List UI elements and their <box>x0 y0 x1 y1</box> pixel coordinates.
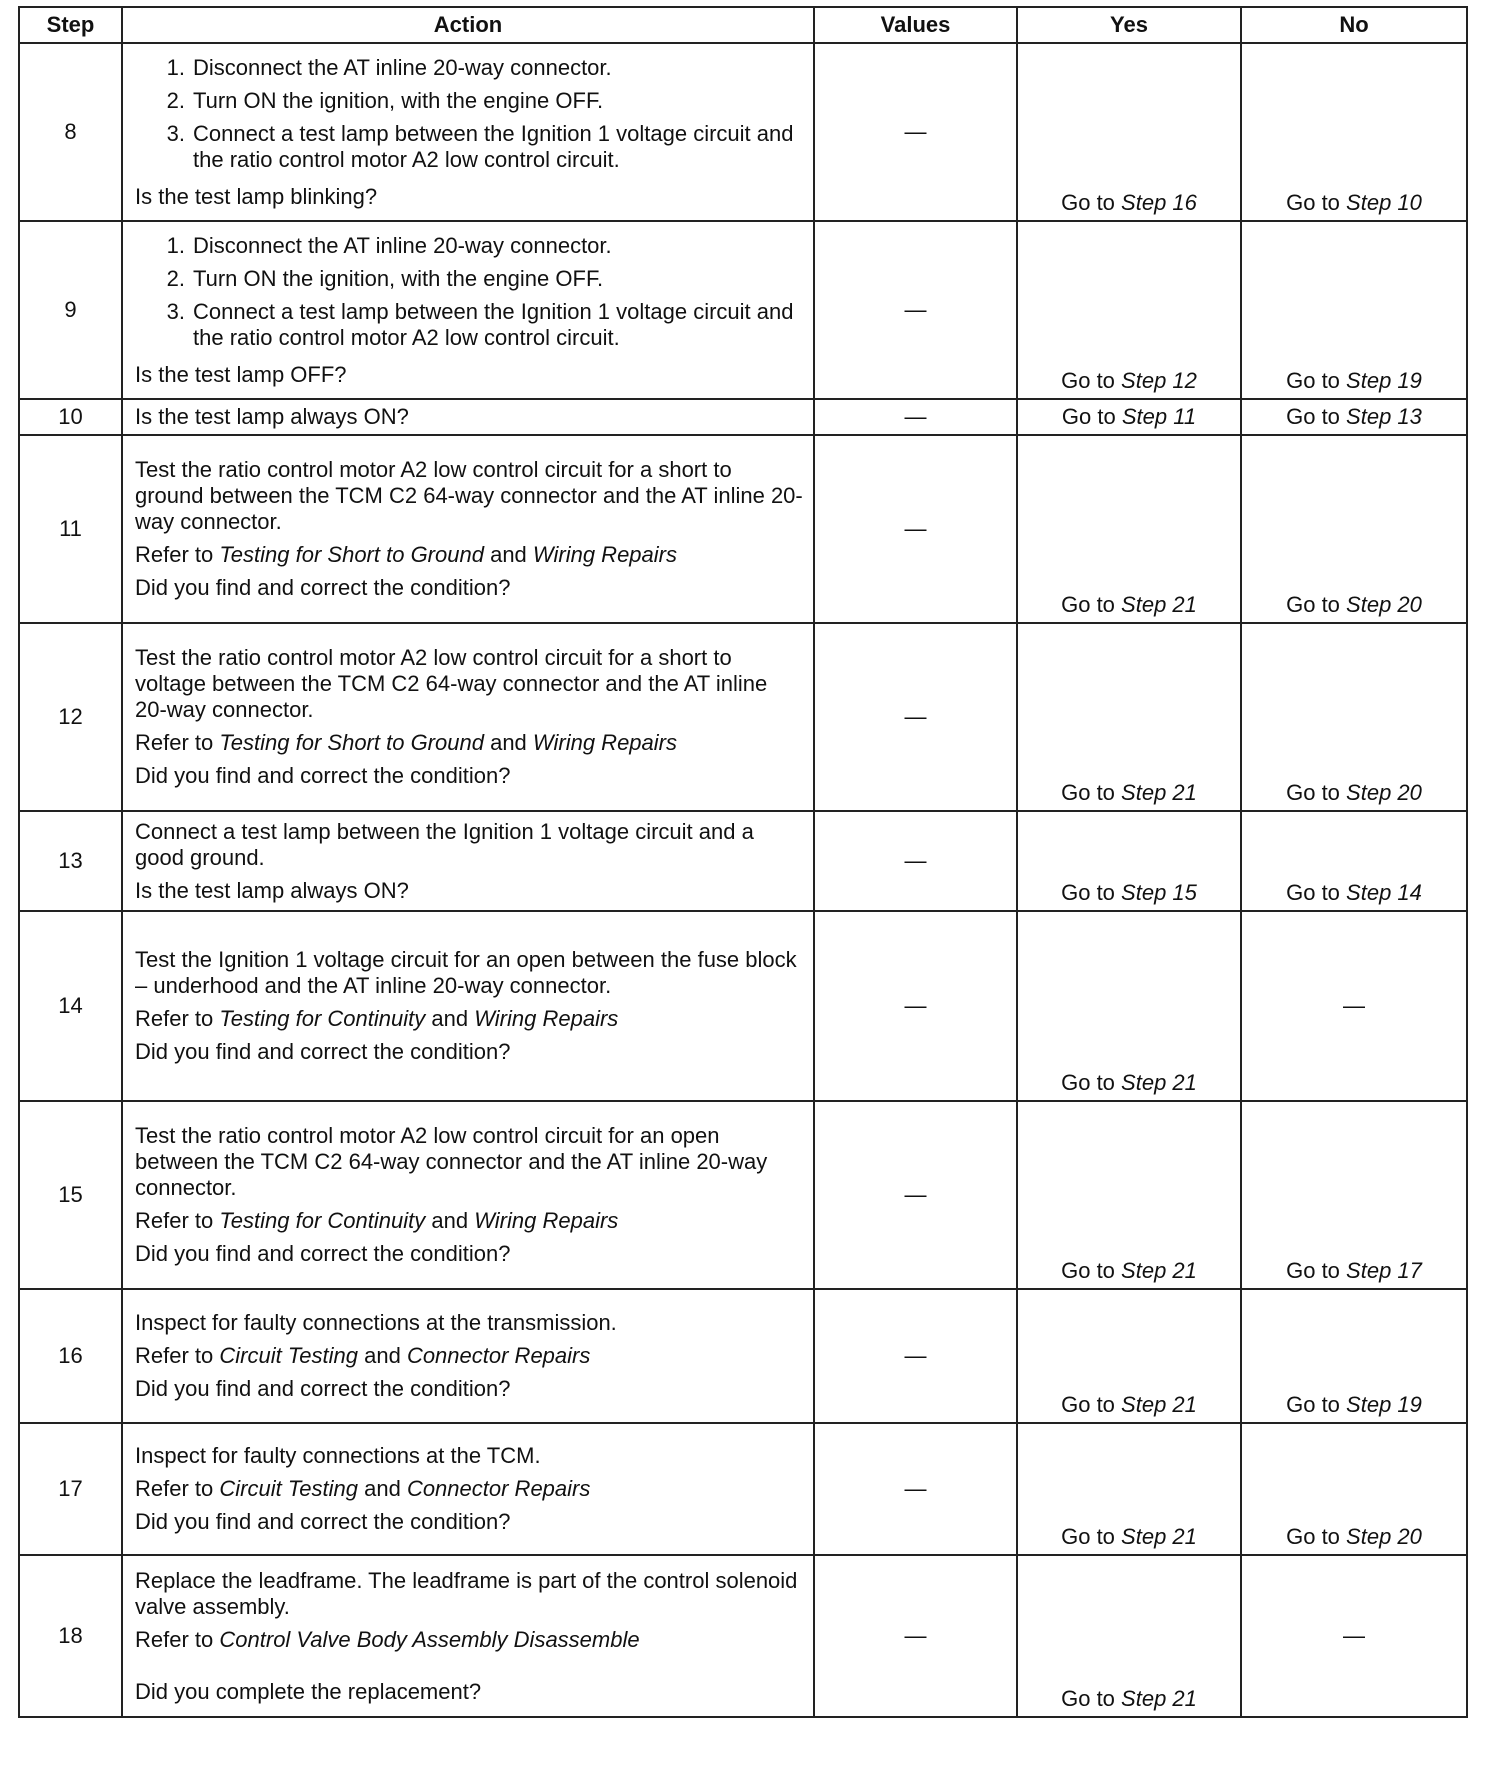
step-number: 18 <box>19 1555 122 1717</box>
header-action: Action <box>122 7 814 43</box>
values-cell: — <box>814 1555 1017 1717</box>
yes-cell: Go to Step 21 <box>1017 1289 1241 1423</box>
list-item: 2. Turn ON the ignition, with the engine OFF. <box>166 265 604 291</box>
action-reference: Refer to Testing for Short to Ground and Wiring Repairs <box>135 730 677 755</box>
no-cell: Go to Step 20 <box>1241 435 1467 623</box>
no-cell: Go to Step 19 <box>1241 221 1467 399</box>
no-cell: — <box>1241 911 1467 1101</box>
no-cell: Go to Step 14 <box>1241 811 1467 911</box>
table-row <box>19 221 1467 399</box>
table-row <box>19 811 1467 911</box>
values-cell: — <box>814 911 1017 1101</box>
table-row <box>19 1289 1467 1423</box>
header-yes: Yes <box>1017 7 1241 43</box>
action-reference: Refer to Control Valve Body Assembly Disassemble <box>135 1626 640 1652</box>
action-question: Did you find and correct the condition? <box>135 1376 511 1401</box>
step-number: 15 <box>19 1101 122 1289</box>
table-row <box>19 1423 1467 1555</box>
no-cell: Go to Step 19 <box>1241 1289 1467 1423</box>
action-cell <box>122 1289 814 1423</box>
step-number: 17 <box>19 1423 122 1555</box>
values-cell: — <box>814 1101 1017 1289</box>
yes-cell: Go to Step 12 <box>1017 221 1241 399</box>
action-question: Is the test lamp OFF? <box>135 361 347 387</box>
action-text: Connect a test lamp between the Ignition 1 voltage circuit and a good ground. <box>135 818 754 870</box>
action-reference: Refer to Testing for Continuity and Wiring Repairs <box>135 1208 619 1233</box>
values-cell: — <box>814 43 1017 221</box>
table-row <box>19 1101 1467 1289</box>
yes-cell: Go to Step 21 <box>1017 435 1241 623</box>
header-step: Step <box>19 7 122 43</box>
header-row <box>19 7 1467 43</box>
action-cell <box>122 623 814 811</box>
no-cell: — <box>1241 1555 1467 1717</box>
table-row <box>19 435 1467 623</box>
action-reference: Refer to Testing for Short to Ground and Wiring Repairs <box>135 542 677 567</box>
values-cell: — <box>814 1423 1017 1555</box>
list-item: 3. Connect a test lamp between the Ignition 1 voltage circuit and the ratio control motor A2 low control circuit. <box>166 120 794 172</box>
no-cell: Go to Step 20 <box>1241 1423 1467 1555</box>
action-cell <box>122 1101 814 1289</box>
header-no: No <box>1241 7 1467 43</box>
action-cell <box>122 399 814 435</box>
action-text: Inspect for faulty connections at the TCM. <box>135 1443 541 1468</box>
list-item: 2. Turn ON the ignition, with the engine OFF. <box>166 87 604 113</box>
step-number: 11 <box>19 435 122 623</box>
action-cell <box>122 811 814 911</box>
no-cell: Go to Step 17 <box>1241 1101 1467 1289</box>
no-cell: Go to Step 10 <box>1241 43 1467 221</box>
action-cell <box>122 1555 814 1717</box>
no-cell: Go to Step 20 <box>1241 623 1467 811</box>
values-cell: — <box>814 623 1017 811</box>
header-values: Values <box>814 7 1017 43</box>
action-text: Replace the leadframe. The leadframe is part of the control solenoid valve assembly. <box>135 1567 798 1619</box>
table-row <box>19 623 1467 811</box>
action-steps-list <box>135 233 803 358</box>
step-number: 16 <box>19 1289 122 1423</box>
action-text: Inspect for faulty connections at the transmission. <box>135 1310 617 1335</box>
action-text: Test the ratio control motor A2 low control circuit for a short to voltage between the TCM C2 64-way connector and the AT inline 20-way connector. <box>135 645 768 722</box>
step-number: 9 <box>19 221 122 399</box>
table-row <box>19 43 1467 221</box>
values-cell: — <box>814 221 1017 399</box>
step-number: 13 <box>19 811 122 911</box>
yes-cell: Go to Step 21 <box>1017 911 1241 1101</box>
step-number: 10 <box>19 399 122 435</box>
action-question: Did you find and correct the condition? <box>135 1039 511 1064</box>
action-cell <box>122 221 814 399</box>
action-question: Did you complete the replacement? <box>135 1678 482 1704</box>
yes-cell: Go to Step 21 <box>1017 1423 1241 1555</box>
yes-cell: Go to Step 21 <box>1017 1555 1241 1717</box>
action-text: Test the ratio control motor A2 low control circuit for a short to ground between the TCM C2 64-way connector and the AT inline 20-way connector. <box>135 457 803 534</box>
action-reference: Refer to Circuit Testing and Connector Repairs <box>135 1343 591 1368</box>
action-steps-list <box>135 55 803 180</box>
values-cell: — <box>814 435 1017 623</box>
action-question: Is the test lamp always ON? <box>135 877 409 903</box>
action-cell <box>122 43 814 221</box>
no-cell: Go to Step 13 <box>1241 399 1467 435</box>
step-number: 12 <box>19 623 122 811</box>
action-text: Test the ratio control motor A2 low control circuit for an open between the TCM C2 64-way connector and the AT inline 20-way connector. <box>135 1123 768 1200</box>
list-item: 3. Connect a test lamp between the Ignition 1 voltage circuit and the ratio control motor A2 low control circuit. <box>166 298 794 350</box>
table-row <box>19 911 1467 1101</box>
action-question: Did you find and correct the condition? <box>135 1509 511 1534</box>
yes-cell: Go to Step 15 <box>1017 811 1241 911</box>
action-cell <box>122 911 814 1101</box>
table-row <box>19 399 1467 435</box>
action-cell <box>122 1423 814 1555</box>
action-question: Did you find and correct the condition? <box>135 763 511 788</box>
action-reference: Refer to Circuit Testing and Connector Repairs <box>135 1476 591 1501</box>
action-question: Did you find and correct the condition? <box>135 1241 511 1266</box>
action-text: Test the Ignition 1 voltage circuit for an open between the fuse block – underhood and the AT inline 20-way connector. <box>135 947 797 998</box>
yes-cell: Go to Step 21 <box>1017 623 1241 811</box>
action-question: Is the test lamp always ON? <box>135 404 409 429</box>
step-number: 8 <box>19 43 122 221</box>
yes-cell: Go to Step 21 <box>1017 1101 1241 1289</box>
diagnostic-table <box>18 6 1468 1718</box>
action-question: Is the test lamp blinking? <box>135 183 378 209</box>
yes-cell: Go to Step 16 <box>1017 43 1241 221</box>
list-item: 1. Disconnect the AT inline 20-way connector. <box>166 232 612 258</box>
yes-cell: Go to Step 11 <box>1017 399 1241 435</box>
step-number: 14 <box>19 911 122 1101</box>
action-reference: Refer to Testing for Continuity and Wiring Repairs <box>135 1006 619 1031</box>
values-cell: — <box>814 811 1017 911</box>
table-row <box>19 1555 1467 1717</box>
values-cell: — <box>814 399 1017 435</box>
list-item: 1. Disconnect the AT inline 20-way connector. <box>166 54 612 80</box>
action-question: Did you find and correct the condition? <box>135 575 511 600</box>
values-cell: — <box>814 1289 1017 1423</box>
action-cell <box>122 435 814 623</box>
